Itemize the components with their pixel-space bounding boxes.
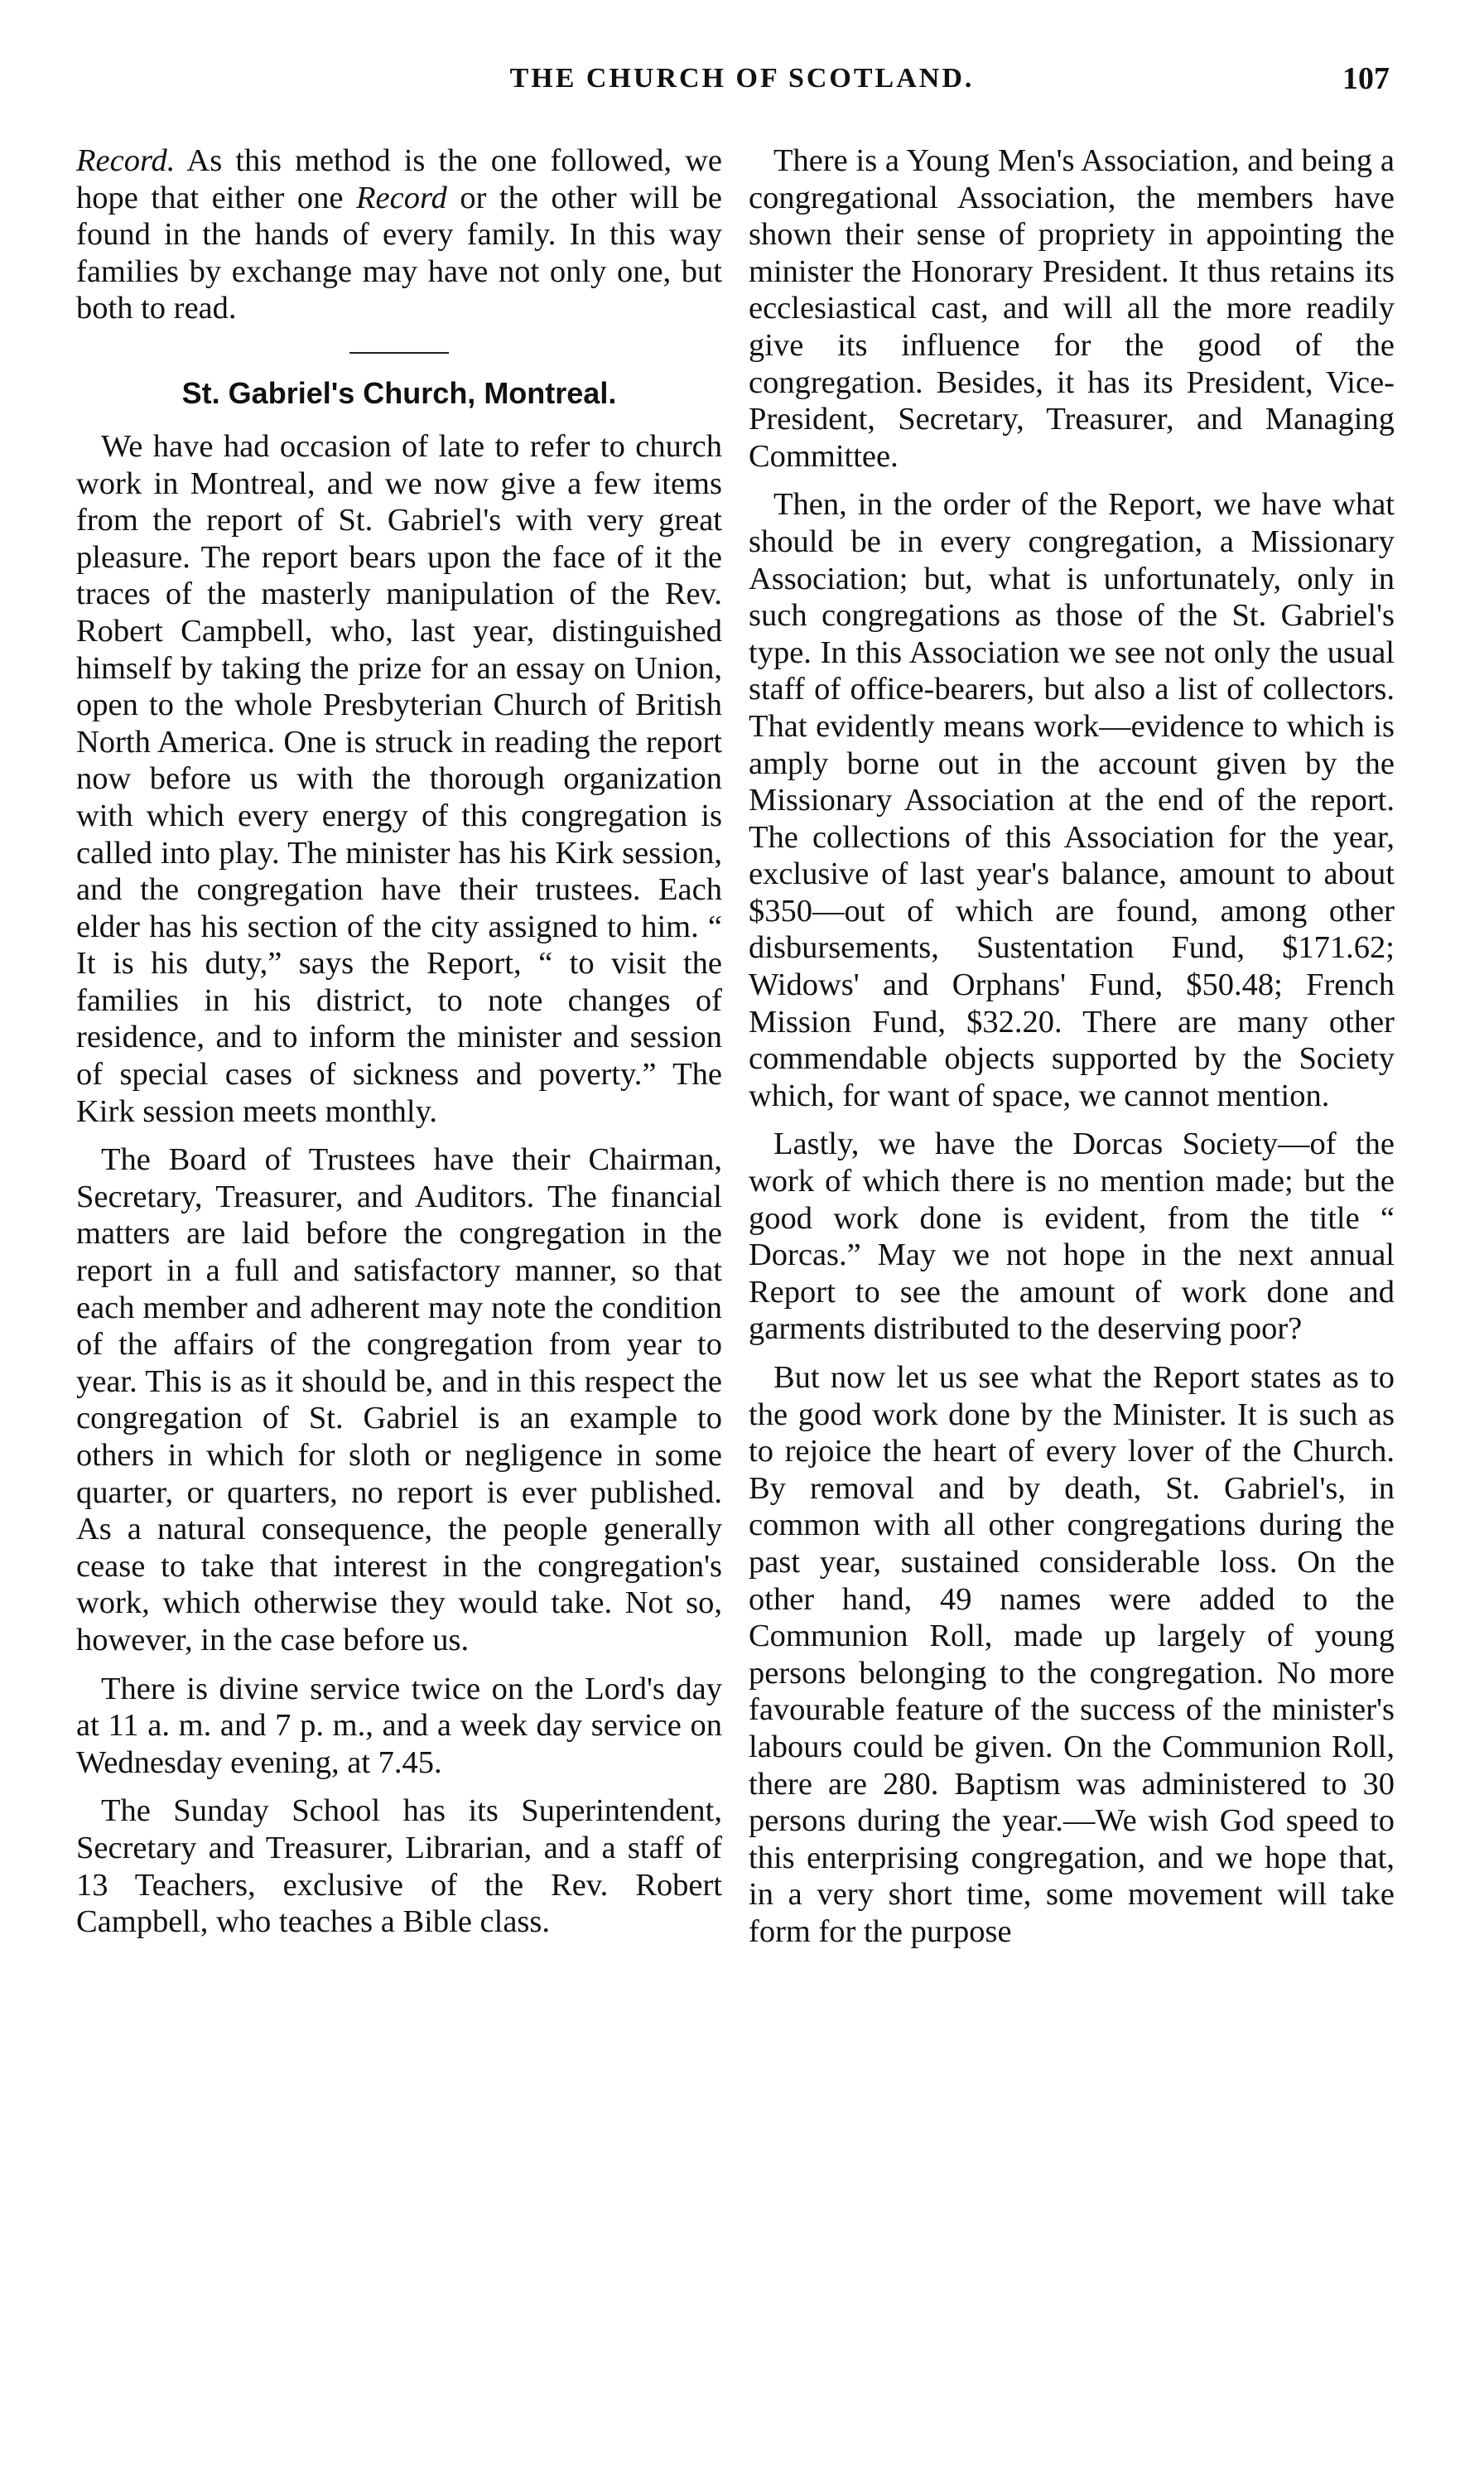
section-divider (349, 352, 449, 354)
section-heading: St. Gabriel's Church, Montreal. (181, 375, 617, 410)
left-column (76, 142, 722, 1941)
paragraph-missionary-association: Then, in the order of the Report, we have what should be in every congregation, a Missionary Association; but, what is unfortunately, only in such congregations as those of the St. Gabriel's type. In this Association we see not only the usual staff of office-bearers, but also a list of collectors. That evidently means work—evidence to which is amply borne out in the account given by the Missionary Association at the end of the report. The collections of this Association for the year, exclusive of last year's balance, amount to about $350—out of which are found, among other disbursements, Sustentation Fund, $171.62; Widows' and Orphans' Fund, $50.48; French Mission Fund, $32.20. There are many other commendable objects supported by the Society which, for want of space, we cannot mention. (749, 487, 1395, 1113)
running-title: THE CHURCH OF SCOTLAND. (509, 63, 975, 94)
paragraph-work-in-montreal: We have had occasion of late to refer to church work in Montreal, and we now give a few items from the report of St. Gabriel's with very great pleasure. The report bears upon the face of it the traces of the masterly manipulation of the Rev. Robert Campbell, who, last year, distinguished himself by taking the prize for an essay on Union, open to the whole Presbyterian Church of British North America. One is struck in reading the report now before us with the thorough organization with which every energy of this congregation is called into play. The minister has his Kirk session, and the congregation have their trustees. Each elder has his section of the city assigned to him. “ It is his duty,” says the Report, “ to visit the families in his district, to note changes of residence, and to inform the minister and session of special cases of sickness and poverty.” The Kirk session meets monthly. (76, 428, 722, 1129)
page-number: 107 (1342, 61, 1390, 96)
right-column (749, 142, 1395, 1951)
paragraph-divine-service: There is divine service twice on the Lord's day at 11 a. m. and 7 p. m., and a week day service on Wednesday evening, at 7.45. (76, 1671, 722, 1780)
paragraph-young-mens-association: There is a Young Men's Association, and being a congregational Association, the members have shown their sense of propriety in appointing the minister the Honorary President. It thus retains its ecclesiastical cast, and will all the more readily give its influence for the good of the congregation. Besides, it has its President, Vice-President, Secretary, Treasurer, and Managing Committee. (749, 143, 1395, 474)
paragraph-text: As this method is the one followed, we hope that either one (76, 143, 722, 215)
paragraph-board-of-trustees: The Board of Trustees have their Chairman, Secretary, Treasurer, and Auditors. The financial matters are laid before the congregation in the report in a full and satisfactory manner, so that each member and adherent may note the condition of the affairs of the congregation from year to year. This is as it should be, and in this respect the congregation of St. Gabriel is an example to others in which for sloth or negligence in some quarter, or quarters, no report is ever published. As a natural consequence, the people generally cease to take that interest in the congregation's work, which otherwise they would take. Not so, however, in the case before us. (76, 1142, 722, 1657)
paragraph-ministers-work: But now let us see what the Report states as to the good work done by the Minister. It is such as to rejoice the heart of every lover of the Church. By removal and by death, St. Gabriel's, in common with all other congregations during the past year, sustained considerable loss. On the other hand, 49 names were added to the Communion Roll, made up largely of young persons belonging to the congregation. No more favourable feature of the success of the minister's labours could be given. On the Communion Roll, there are 280. Baptism was administered to 30 persons during the year.—We wish God speed to this enterprising congregation, and we hope that, in a very short time, some movement will take form for the purpose (749, 1360, 1395, 1949)
italic-record-word: Record. (76, 143, 176, 178)
paragraph-record-continuation (76, 142, 722, 327)
paragraph-sunday-school: The Sunday School has its Superintendent, Secretary and Treasurer, Librarian, and a staff of 13 Teachers, exclusive of the Rev. Robert Campbell, who teaches a Bible class. (76, 1793, 722, 1940)
running-head (80, 58, 1404, 99)
italic-record-word: Record (356, 180, 447, 215)
paragraph-text: or the other will be found in the hands of every family. In this way families by exchange may have not only one, but both to read. (76, 180, 722, 326)
paragraph-dorcas-society: Lastly, we have the Dorcas Society—of the work of which there is no mention made; but the good work done is evident, from the title “ Dorcas.” May we not hope in the next annual Report to see the amount of work done and garments distributed to the deserving poor? (749, 1127, 1395, 1347)
